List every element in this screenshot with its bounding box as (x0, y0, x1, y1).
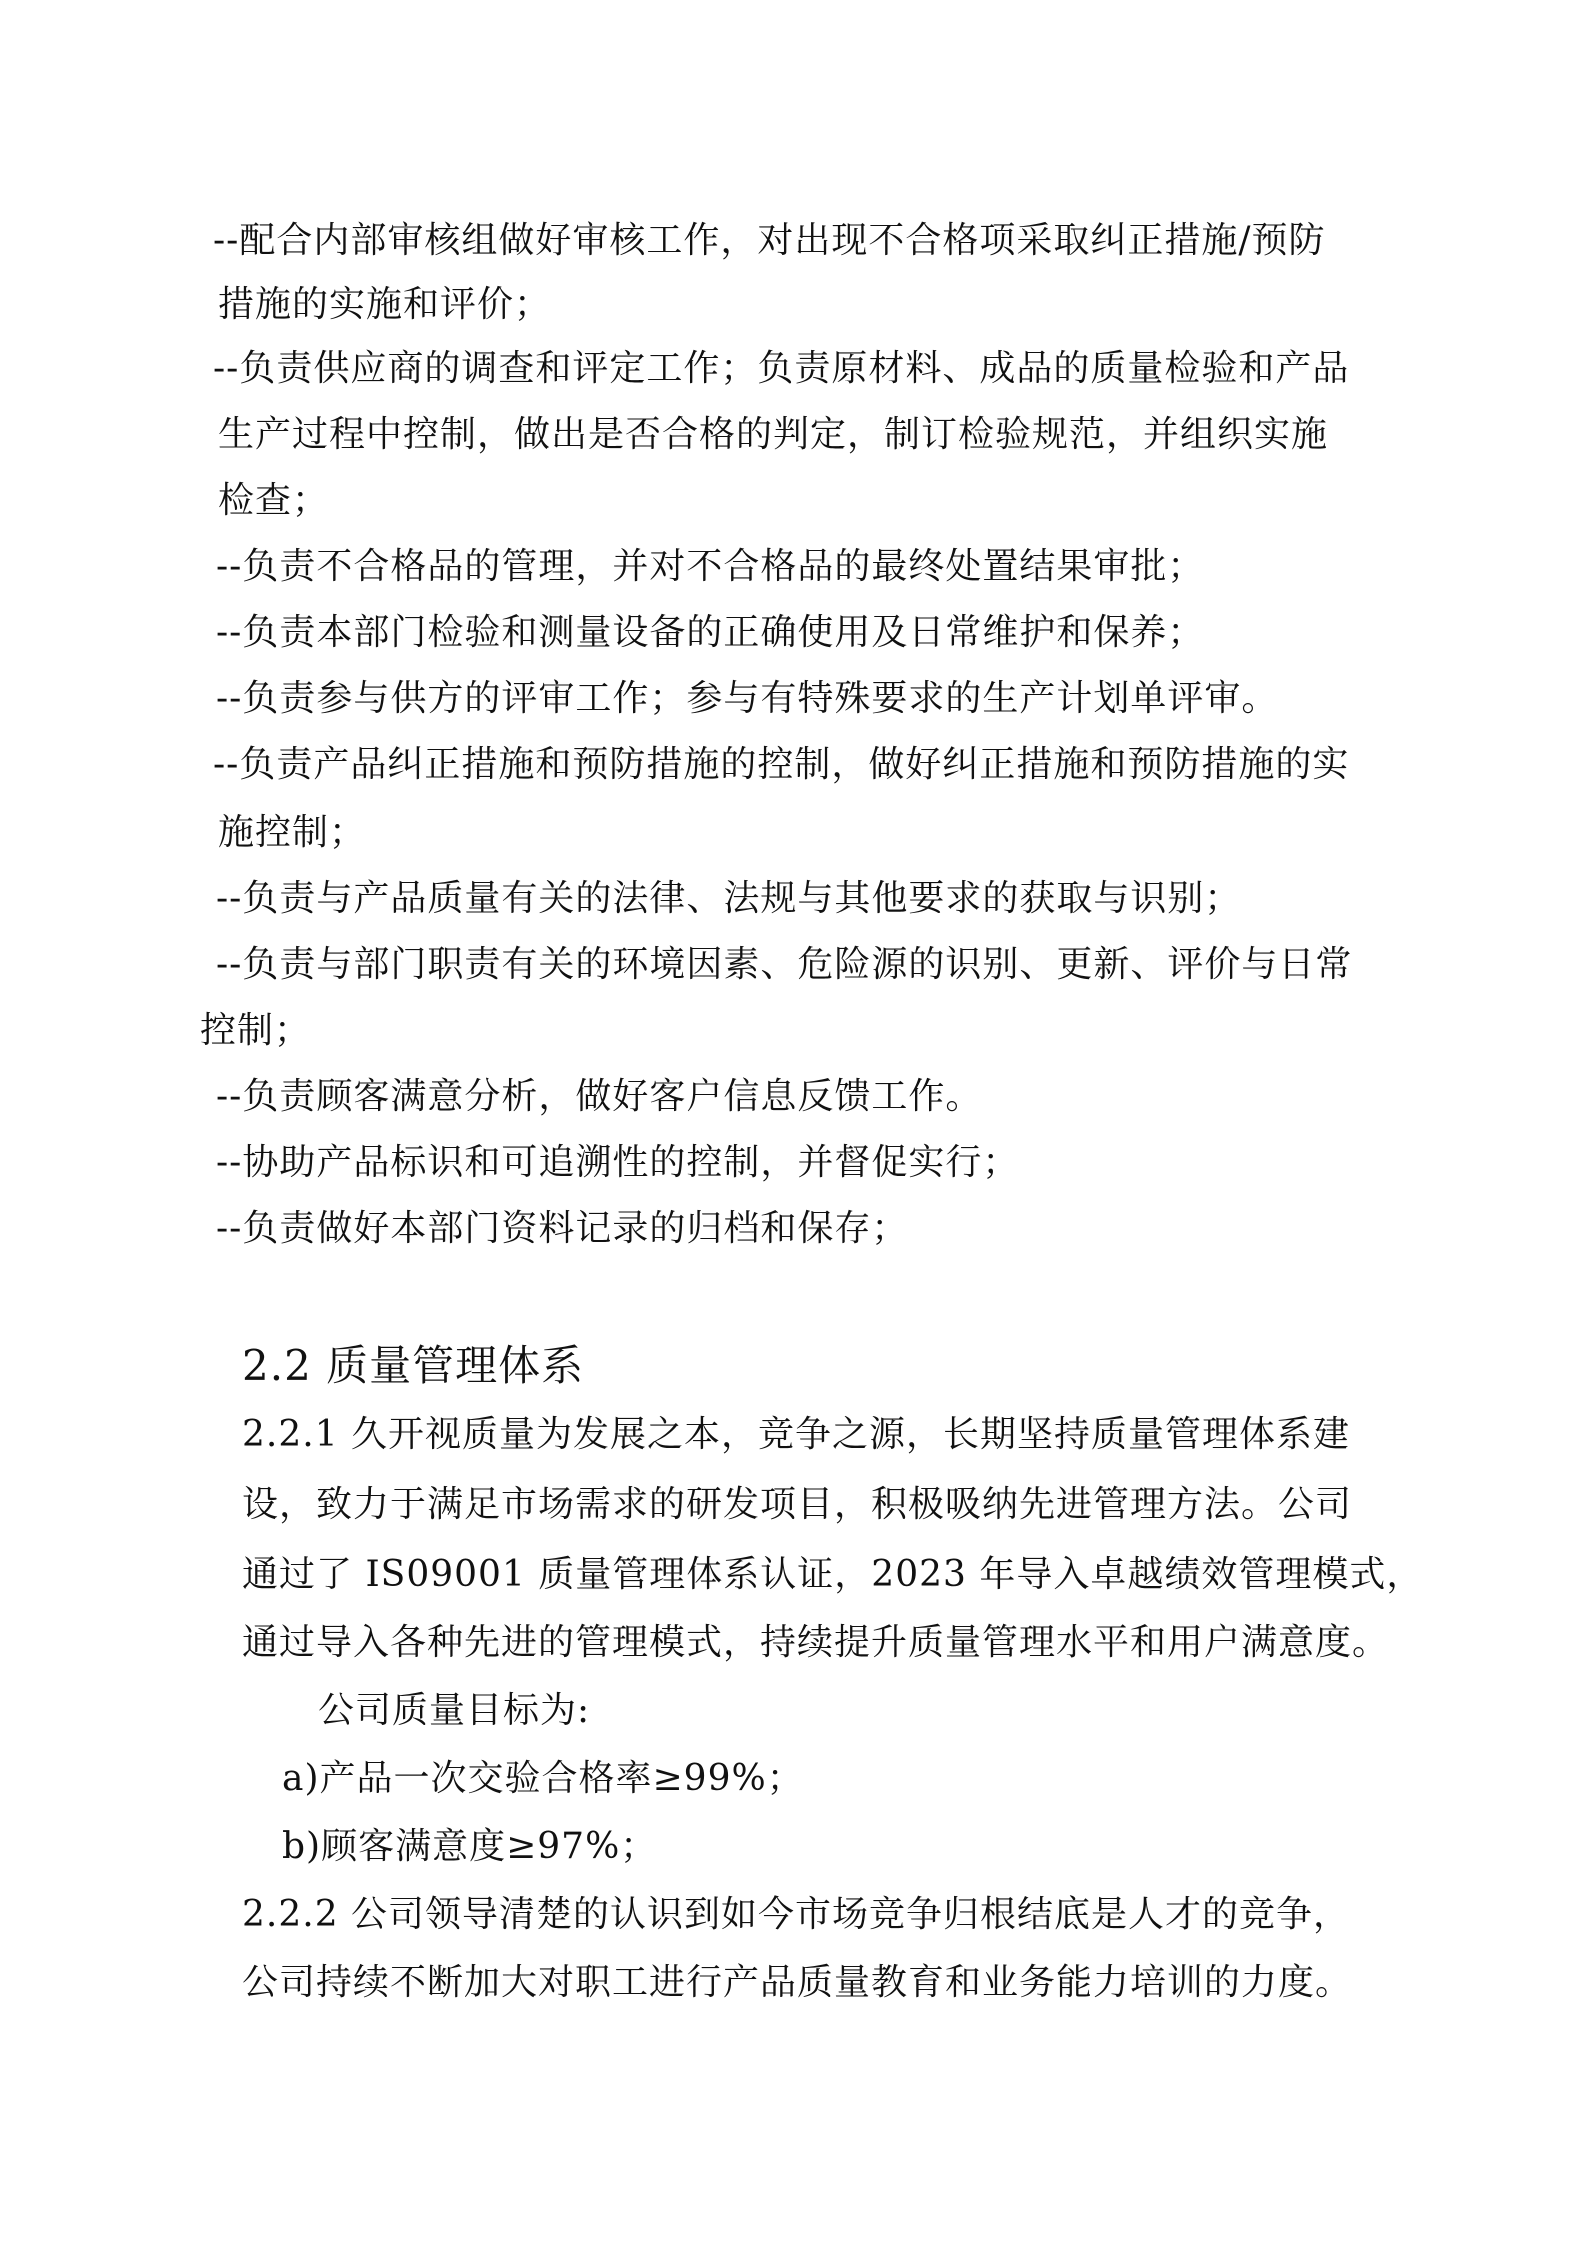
paragraph-2-2-1-line-2: 设，致力于满足市场需求的研发项目，积极吸纳先进管理方法。公司 (242, 1484, 1353, 1525)
duty-line-8: --负责参与供方的评审工作；参与有特殊要求的生产计划单评审。 (216, 678, 1279, 719)
paragraph-2-2-1-line-3: 通过了 IS09001 质量管理体系认证，2023 年导入卓越绩效管理模式， (242, 1554, 1424, 1595)
duty-line-10: 施控制； (218, 812, 367, 853)
quality-goal-a: a)产品一次交验合格率≥99%； (282, 1758, 804, 1799)
duty-line-16: --负责做好本部门资料记录的归档和保存； (216, 1208, 909, 1249)
paragraph-2-2-2-line-1: 2.2.2 公司领导清楚的认识到如今市场竞争归根结底是人才的竞争， (242, 1894, 1351, 1935)
paragraph-2-2-1-line-1: 2.2.1 久开视质量为发展之本，竞争之源，长期坚持质量管理体系建 (242, 1414, 1351, 1455)
paragraph-2-2-1-line-4: 通过导入各种先进的管理模式，持续提升质量管理水平和用户满意度。 (242, 1622, 1390, 1663)
quality-goal-b: b)顾客满意度≥97%； (282, 1826, 658, 1867)
duty-line-14: --负责顾客满意分析，做好客户信息反馈工作。 (216, 1076, 983, 1117)
duty-line-1: --配合内部审核组做好审核工作，对出现不合格项采取纠正措施/预防 (213, 220, 1326, 261)
duty-line-12: --负责与部门职责有关的环境因素、危险源的识别、更新、评价与日常 (216, 944, 1353, 985)
duty-line-15: --协助产品标识和可追溯性的控制，并督促实行； (216, 1142, 1020, 1183)
duty-line-3: --负责供应商的调查和评定工作；负责原材料、成品的质量检验和产品 (213, 348, 1350, 389)
quality-goals-intro: 公司质量目标为: (318, 1690, 591, 1731)
duty-line-9: --负责产品纠正措施和预防措施的控制，做好纠正措施和预防措施的实 (213, 744, 1350, 785)
section-heading: 2.2 质量管理体系 (242, 1341, 585, 1390)
paragraph-2-2-2-line-2: 公司持续不断加大对职工进行产品质量教育和业务能力培训的力度。 (242, 1962, 1353, 2003)
duty-line-11: --负责与产品质量有关的法律、法规与其他要求的获取与识别； (216, 878, 1242, 919)
duty-line-5: 检查； (218, 480, 330, 521)
duty-line-2: 措施的实施和评价； (218, 284, 552, 325)
duty-line-13: 控制； (200, 1010, 312, 1051)
duty-line-7: --负责本部门检验和测量设备的正确使用及日常维护和保养； (216, 612, 1205, 653)
duty-line-4: 生产过程中控制，做出是否合格的判定，制订检验规范，并组织实施 (218, 414, 1329, 455)
duty-line-6: --负责不合格品的管理，并对不合格品的最终处置结果审批； (216, 546, 1205, 587)
